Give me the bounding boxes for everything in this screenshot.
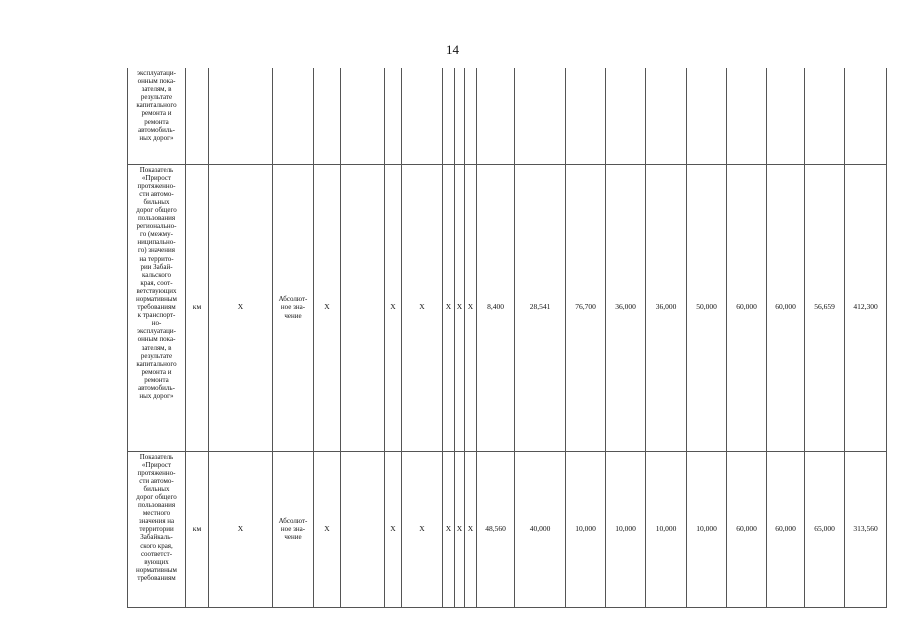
- value-cell: 56,659: [805, 164, 845, 451]
- table-cell: [606, 68, 646, 164]
- indicator-name-line: онным пока-: [137, 77, 176, 86]
- indicator-name-line: местного: [142, 509, 171, 518]
- indicator-name-line: бильных: [143, 197, 170, 206]
- value-cell: 48,560: [477, 451, 515, 607]
- value-cell: 76,700: [566, 164, 606, 451]
- value-type-cell: [273, 451, 314, 607]
- indicator-name-line: эксплуатаци-: [137, 69, 176, 77]
- x-mark-cell: Х: [314, 451, 341, 607]
- indicators-table: [127, 68, 887, 608]
- indicator-name-line: соответст-: [140, 549, 173, 558]
- total-value-cell: 412,300: [845, 164, 887, 451]
- indicator-name-line: пользования: [137, 214, 176, 223]
- indicator-name-line: Забайкаль-: [140, 533, 173, 542]
- indicator-name-line: требованиям: [137, 303, 176, 312]
- value-type-line: чение: [284, 533, 302, 542]
- indicator-name-line: требованиям: [137, 573, 176, 582]
- value-type-line: Абсолют-: [278, 516, 308, 525]
- x-mark-cell: Х: [465, 164, 477, 451]
- indicator-name-line: бильных: [143, 484, 170, 493]
- table-cell: [566, 68, 606, 164]
- value-type-line: ное зна-: [280, 303, 306, 312]
- value-cell: 60,000: [767, 164, 805, 451]
- table-cell: [455, 68, 465, 164]
- value-cell: 60,000: [767, 451, 805, 607]
- indicator-name-line: ветствующих: [136, 286, 177, 295]
- indicator-name-line: края, соот-: [140, 278, 173, 287]
- indicator-name-line: но-: [151, 319, 162, 328]
- table-cell: [687, 68, 727, 164]
- unit-cell: [186, 68, 209, 164]
- indicator-name-line: дорог общего: [136, 492, 177, 501]
- indicator-name-line: капитального: [136, 359, 177, 368]
- unit-cell: км: [186, 451, 209, 607]
- table-cell: [727, 68, 767, 164]
- table-cell: [341, 451, 385, 607]
- table-cell: [443, 68, 455, 164]
- table-row: [128, 451, 887, 607]
- unit-cell: км: [186, 164, 209, 451]
- x-mark-cell: Х: [209, 164, 273, 451]
- value-type-line: чение: [284, 311, 302, 320]
- indicator-name-line: результате: [140, 93, 173, 102]
- value-cell: 36,000: [646, 164, 687, 451]
- indicator-name-line: ных дорог»: [139, 133, 174, 142]
- indicator-name-line: протяженно-: [137, 468, 176, 477]
- table-cell: [209, 68, 273, 164]
- indicator-name-line: Показатель: [139, 452, 174, 461]
- indicator-name-line: сти автомо-: [139, 189, 174, 198]
- value-cell: 36,000: [606, 164, 646, 451]
- table-cell: [341, 68, 385, 164]
- indicator-name-line: ремонта и: [141, 367, 172, 376]
- value-cell: 10,000: [687, 451, 727, 607]
- indicator-name-line: нормативным: [136, 565, 177, 574]
- indicator-name-line: сти автомо-: [139, 476, 174, 485]
- x-mark-cell: Х: [443, 164, 455, 451]
- value-type-cell: [273, 164, 314, 451]
- table-cell: [385, 68, 402, 164]
- x-mark-cell: Х: [314, 164, 341, 451]
- x-mark-cell: Х: [385, 164, 402, 451]
- indicator-name-line: го) значения: [138, 246, 175, 255]
- indicator-name-line: эксплуатаци-: [137, 327, 176, 336]
- table-row: [128, 68, 887, 164]
- value-cell: 28,541: [515, 164, 566, 451]
- value-cell: 10,000: [606, 451, 646, 607]
- table-cell: [805, 68, 845, 164]
- table-cell: [845, 68, 887, 164]
- indicator-name-line: дорог общего: [136, 205, 177, 214]
- page-number: 14: [446, 42, 459, 57]
- table-cell: [314, 68, 341, 164]
- indicator-name-line: значения на: [138, 517, 175, 526]
- indicator-name-line: регионально-: [136, 222, 177, 231]
- indicator-name-line: на террито-: [139, 254, 174, 263]
- indicator-name-line: пользования: [137, 501, 176, 510]
- indicator-name-line: ремонта: [144, 117, 169, 126]
- table-cell: [515, 68, 566, 164]
- value-type-cell: [273, 68, 314, 164]
- table-cell: [767, 68, 805, 164]
- value-cell: 60,000: [727, 164, 767, 451]
- x-mark-cell: Х: [465, 451, 477, 607]
- indicator-name-line: зателям, в: [141, 343, 172, 352]
- indicator-name-line: автомобиль-: [138, 125, 175, 134]
- x-mark-cell: Х: [455, 164, 465, 451]
- value-cell: 60,000: [727, 451, 767, 607]
- indicator-name-line: капитального: [136, 101, 177, 110]
- value-cell: 40,000: [515, 451, 566, 607]
- table-cell: [646, 68, 687, 164]
- value-cell: 8,400: [477, 164, 515, 451]
- x-mark-cell: Х: [402, 451, 443, 607]
- x-mark-cell: Х: [455, 451, 465, 607]
- indicator-name-cell: [128, 68, 186, 164]
- indicator-name-line: ремонта: [144, 375, 169, 384]
- indicator-name-line: протяженно-: [137, 181, 176, 190]
- indicator-name-line: ниципально-: [137, 238, 176, 247]
- value-cell: 10,000: [566, 451, 606, 607]
- indicator-name-line: го (межму-: [140, 230, 173, 239]
- value-cell: 65,000: [805, 451, 845, 607]
- x-mark-cell: Х: [443, 451, 455, 607]
- value-cell: 50,000: [687, 164, 727, 451]
- table-row: [128, 164, 887, 451]
- x-mark-cell: Х: [402, 164, 443, 451]
- indicator-name-line: автомобиль-: [138, 384, 175, 393]
- indicator-name-line: ремонта и: [141, 109, 172, 118]
- table-cell: [465, 68, 477, 164]
- indicator-name-line: Показатель: [139, 165, 174, 174]
- value-type-line: ное зна-: [280, 524, 306, 533]
- indicator-name-line: к транспорт-: [137, 311, 176, 320]
- table-cell: [341, 164, 385, 451]
- indicator-name-line: результате: [140, 351, 173, 360]
- indicator-name-line: территории: [139, 525, 174, 534]
- indicator-name-line: кальского: [142, 270, 171, 279]
- indicator-name-line: ных дорог»: [139, 392, 174, 401]
- indicator-name-line: ского края,: [140, 541, 173, 550]
- indicator-name-line: рии Забай-: [140, 262, 173, 271]
- indicator-name-line: онным пока-: [137, 335, 176, 344]
- value-cell: 10,000: [646, 451, 687, 607]
- total-value-cell: 313,560: [845, 451, 887, 607]
- indicator-name-cell: [128, 164, 186, 451]
- x-mark-cell: Х: [209, 451, 273, 607]
- x-mark-cell: Х: [385, 451, 402, 607]
- indicator-name-line: «Прирост: [141, 173, 172, 182]
- indicator-name-line: нормативным: [136, 295, 177, 303]
- indicator-name-line: зателям, в: [141, 85, 172, 94]
- indicator-name-line: вующих: [144, 557, 169, 566]
- value-type-line: Абсолют-: [278, 295, 308, 304]
- indicator-name-line: «Прирост: [141, 460, 172, 469]
- table-cell: [477, 68, 515, 164]
- indicator-name-cell: [128, 451, 186, 607]
- table-cell: [402, 68, 443, 164]
